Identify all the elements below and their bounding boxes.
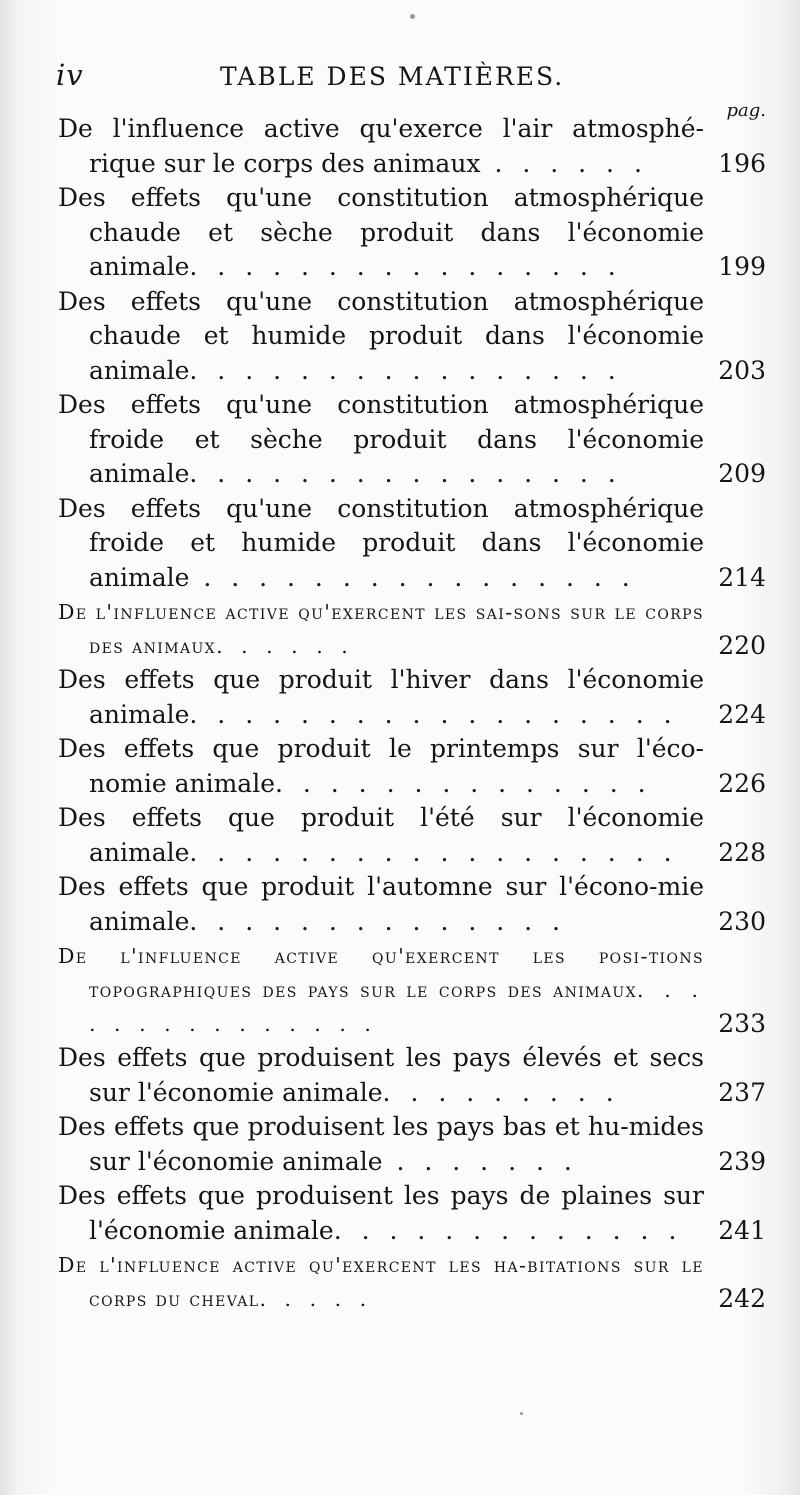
entry-page: 209 [718, 459, 766, 488]
entry-page: 230 [718, 906, 766, 936]
toc-entry: Des effets que produisent les pays bas et hu-mides sur l'économie animale . . . . . . . 239 [58, 1110, 766, 1179]
entry-title: Des effets qu'une constitution atmosphérique froide et sèche produit dans l'économie animale [58, 390, 704, 488]
ink-speck [410, 14, 415, 19]
toc-entry: Des effets que produisent les pays de plaines sur l'économie animale. . . . . . . . . . . . . 241 [58, 1179, 766, 1248]
toc-entry: Des effets que produit le printemps sur l'éco-nomie animale. . . . . . . . . . . . . . 226 [58, 732, 766, 801]
entry-page: 196 [718, 148, 766, 178]
entry-title: Des effets que produit l'automne sur l'écono-mie animale [58, 872, 704, 936]
toc-section-entry: De l'influence active qu'exercent les posi-tions topographiques des pays sur le corps des animaux. . . . . . . . . . . . . . . 233 [58, 939, 766, 1041]
toc-entry: Des effets qu'une constitution atmosphérique chaude et sèche produit dans l'économie animale. . . . . . . . . . . . . . . . 199 [58, 181, 766, 285]
entry-page: 241 [718, 1215, 766, 1245]
toc-section-entry: De l'influence active qu'exercent les ha-bitations sur le corps du cheval. . . . . 242 [58, 1248, 766, 1316]
entry-page: 239 [718, 1146, 766, 1176]
entry-page: 242 [718, 1284, 766, 1313]
entry-page: 237 [718, 1077, 766, 1107]
entry-page: 214 [718, 562, 766, 592]
page-header [56, 58, 746, 98]
entry-page: 226 [718, 768, 766, 798]
toc-entry: Des effets que produisent les pays élevés et secs sur l'économie animale. . . . . . . . . 237 [58, 1041, 766, 1110]
toc-entry: Des effets que produit l'hiver dans l'économie animale. . . . . . . . . . . . . . . . . . 224 [58, 663, 766, 732]
entry-title: Des effets que produisent les pays bas et hu-mides sur l'économie animale [58, 1112, 704, 1176]
entry-title: Des effets que produit le printemps sur l'éco-nomie animale [58, 734, 704, 798]
running-title: TABLE DES MATIÈRES. [220, 62, 565, 91]
ink-speck [520, 1412, 523, 1415]
entry-page: 203 [718, 355, 766, 385]
entry-title: De l'influence active qu'exercent les sai-sons sur le corps des animaux [58, 600, 704, 658]
entry-page: 224 [718, 699, 766, 729]
toc-entry: De l'influence active qu'exerce l'air atmosphé-rique sur le corps des animaux . . . . . . 196 [58, 112, 766, 181]
entry-title: Des effets qu'une constitution atmosphérique froide et humide produit dans l'économie animale [58, 493, 704, 592]
toc-section-entry: De l'influence active qu'exercent les sai-sons sur le corps des animaux. . . . . . 220 [58, 595, 766, 663]
entry-title: Des effets que produit l'hiver dans l'économie animale [58, 665, 704, 729]
entry-title: De l'influence active qu'exercent les ha-bitations sur le corps du cheval [58, 1253, 704, 1311]
entry-title: De l'influence active qu'exercent les posi-tions topographiques des pays sur le corps des animaux [58, 944, 704, 1002]
entry-page: 228 [718, 837, 766, 867]
entry-page: 233 [718, 1009, 766, 1038]
entry-page: 199 [718, 252, 766, 281]
table-of-contents [58, 112, 766, 1316]
entry-title: De l'influence active qu'exerce l'air atmosphé-rique sur le corps des animaux [58, 114, 704, 178]
entry-title: Des effets que produit l'été sur l'économie animale [58, 803, 704, 867]
toc-entry: Des effets qu'une constitution atmosphérique froide et sèche produit dans l'économie animale. . . . . . . . . . . . . . . . 209 [58, 388, 766, 492]
toc-entry: Des effets qu'une constitution atmosphérique froide et humide produit dans l'économie animale . . . . . . . . . . . . . . . . 214 [58, 492, 766, 596]
entry-title: Des effets qu'une constitution atmosphérique chaude et humide produit dans l'économie animale [58, 286, 704, 385]
entry-title: Des effets que produisent les pays de plaines sur l'économie animale [58, 1181, 704, 1245]
entry-page: 220 [718, 631, 766, 660]
page-column-label: pag. [726, 100, 766, 121]
entry-title: Des effets qu'une constitution atmosphérique chaude et sèche produit dans l'économie animale [58, 183, 704, 281]
toc-entry: Des effets que produit l'été sur l'économie animale. . . . . . . . . . . . . . . . . . 228 [58, 801, 766, 870]
page-number: iv [56, 58, 84, 92]
toc-entry: Des effets que produit l'automne sur l'écono-mie animale. . . . . . . . . . . . . . 230 [58, 870, 766, 939]
toc-entry: Des effets qu'une constitution atmosphérique chaude et humide produit dans l'économie animale. . . . . . . . . . . . . . . . 203 [58, 285, 766, 389]
entry-title: Des effets que produisent les pays élevés et secs sur l'économie animale [58, 1043, 704, 1107]
